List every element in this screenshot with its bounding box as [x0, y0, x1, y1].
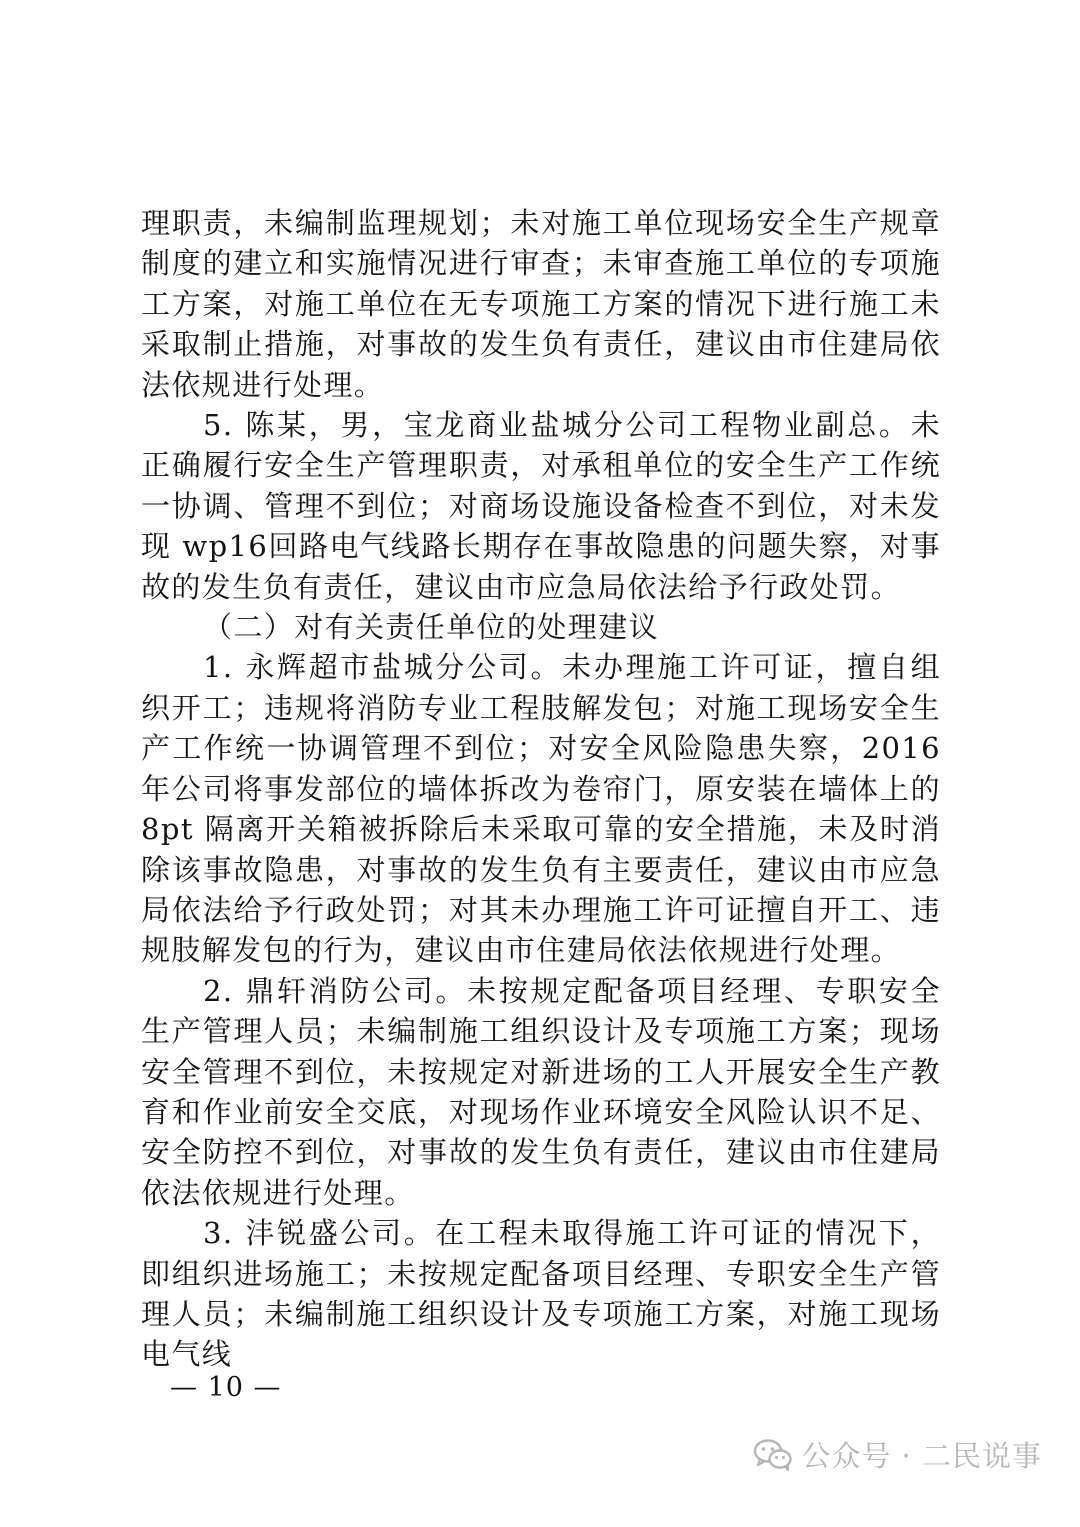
paragraph-1: 理职责，未编制监理规划；未对施工单位现场安全生产规章制度的建立和实施情况进行审查；未审查施工单位的专项施工方案，对施工单位在无专项施工方案的情况下进行施工未采取制止措施，对事故的发生负有责任，建议由市住建局依法依规进行处理。 — [141, 206, 941, 402]
paragraph-3: 1. 永辉超市盐城分公司。未办理施工许可证，擅自组织开工；违规将消防专业工程肢解发包；对施工现场安全生产工作统一协调管理不到位；对安全风险隐患失察，2016 年公司将事发部位的墙体拆改为卷帘门，原安装在墙体上的 8pt 隔离开关箱被拆除后未采取可靠的安全措施，未及时消除该事故隐患，对事故的发生负有主要责任，建议由市应急局依法给予行政处罚；对其未办理施工许可证擅自开工、违规肢解发包的行为，建议由市住建局依法依规进行处理。 — [141, 650, 941, 968]
paragraph-4: 2. 鼎轩消防公司。未按规定配备项目经理、专职安全生产管理人员；未编制施工组织设计及专项施工方案；现场安全管理不到位，未按规定对新进场的工人开展安全生产教育和作业前安全交底，对现场作业环境安全风险认识不足、安全防控不到位，对事故的发生负有责任，建议由市住建局依法依规进行处理。 — [141, 973, 941, 1210]
watermark-text: 公众号 · 二民说事 — [801, 1439, 1042, 1473]
section-heading: （二）对有关责任单位的处理建议 — [203, 610, 660, 645]
document-body — [141, 203, 941, 1375]
paragraph-5: 3. 沣锐盛公司。在工程未取得施工许可证的情况下，即组织进场施工；未按规定配备项目经理、专职安全生产管理人员；未编制施工组织设计及专项施工方案，对施工现场电气线 — [141, 1216, 941, 1372]
page-number: — 10 — — [170, 1372, 282, 1403]
paragraph-2: 5. 陈某，男，宝龙商业盐城分公司工程物业副总。未正确履行安全生产管理职责，对承租单位的安全生产工作统一协调、管理不到位；对商场设施设备检查不到位，对未发现 wp16回路电气线路长期存在事故隐患的问题失察，对事故的发生负有责任，建议由市应急局依法给予行政处罚。 — [141, 408, 941, 604]
watermark — [753, 1434, 1042, 1475]
wechat-icon — [753, 1438, 793, 1472]
